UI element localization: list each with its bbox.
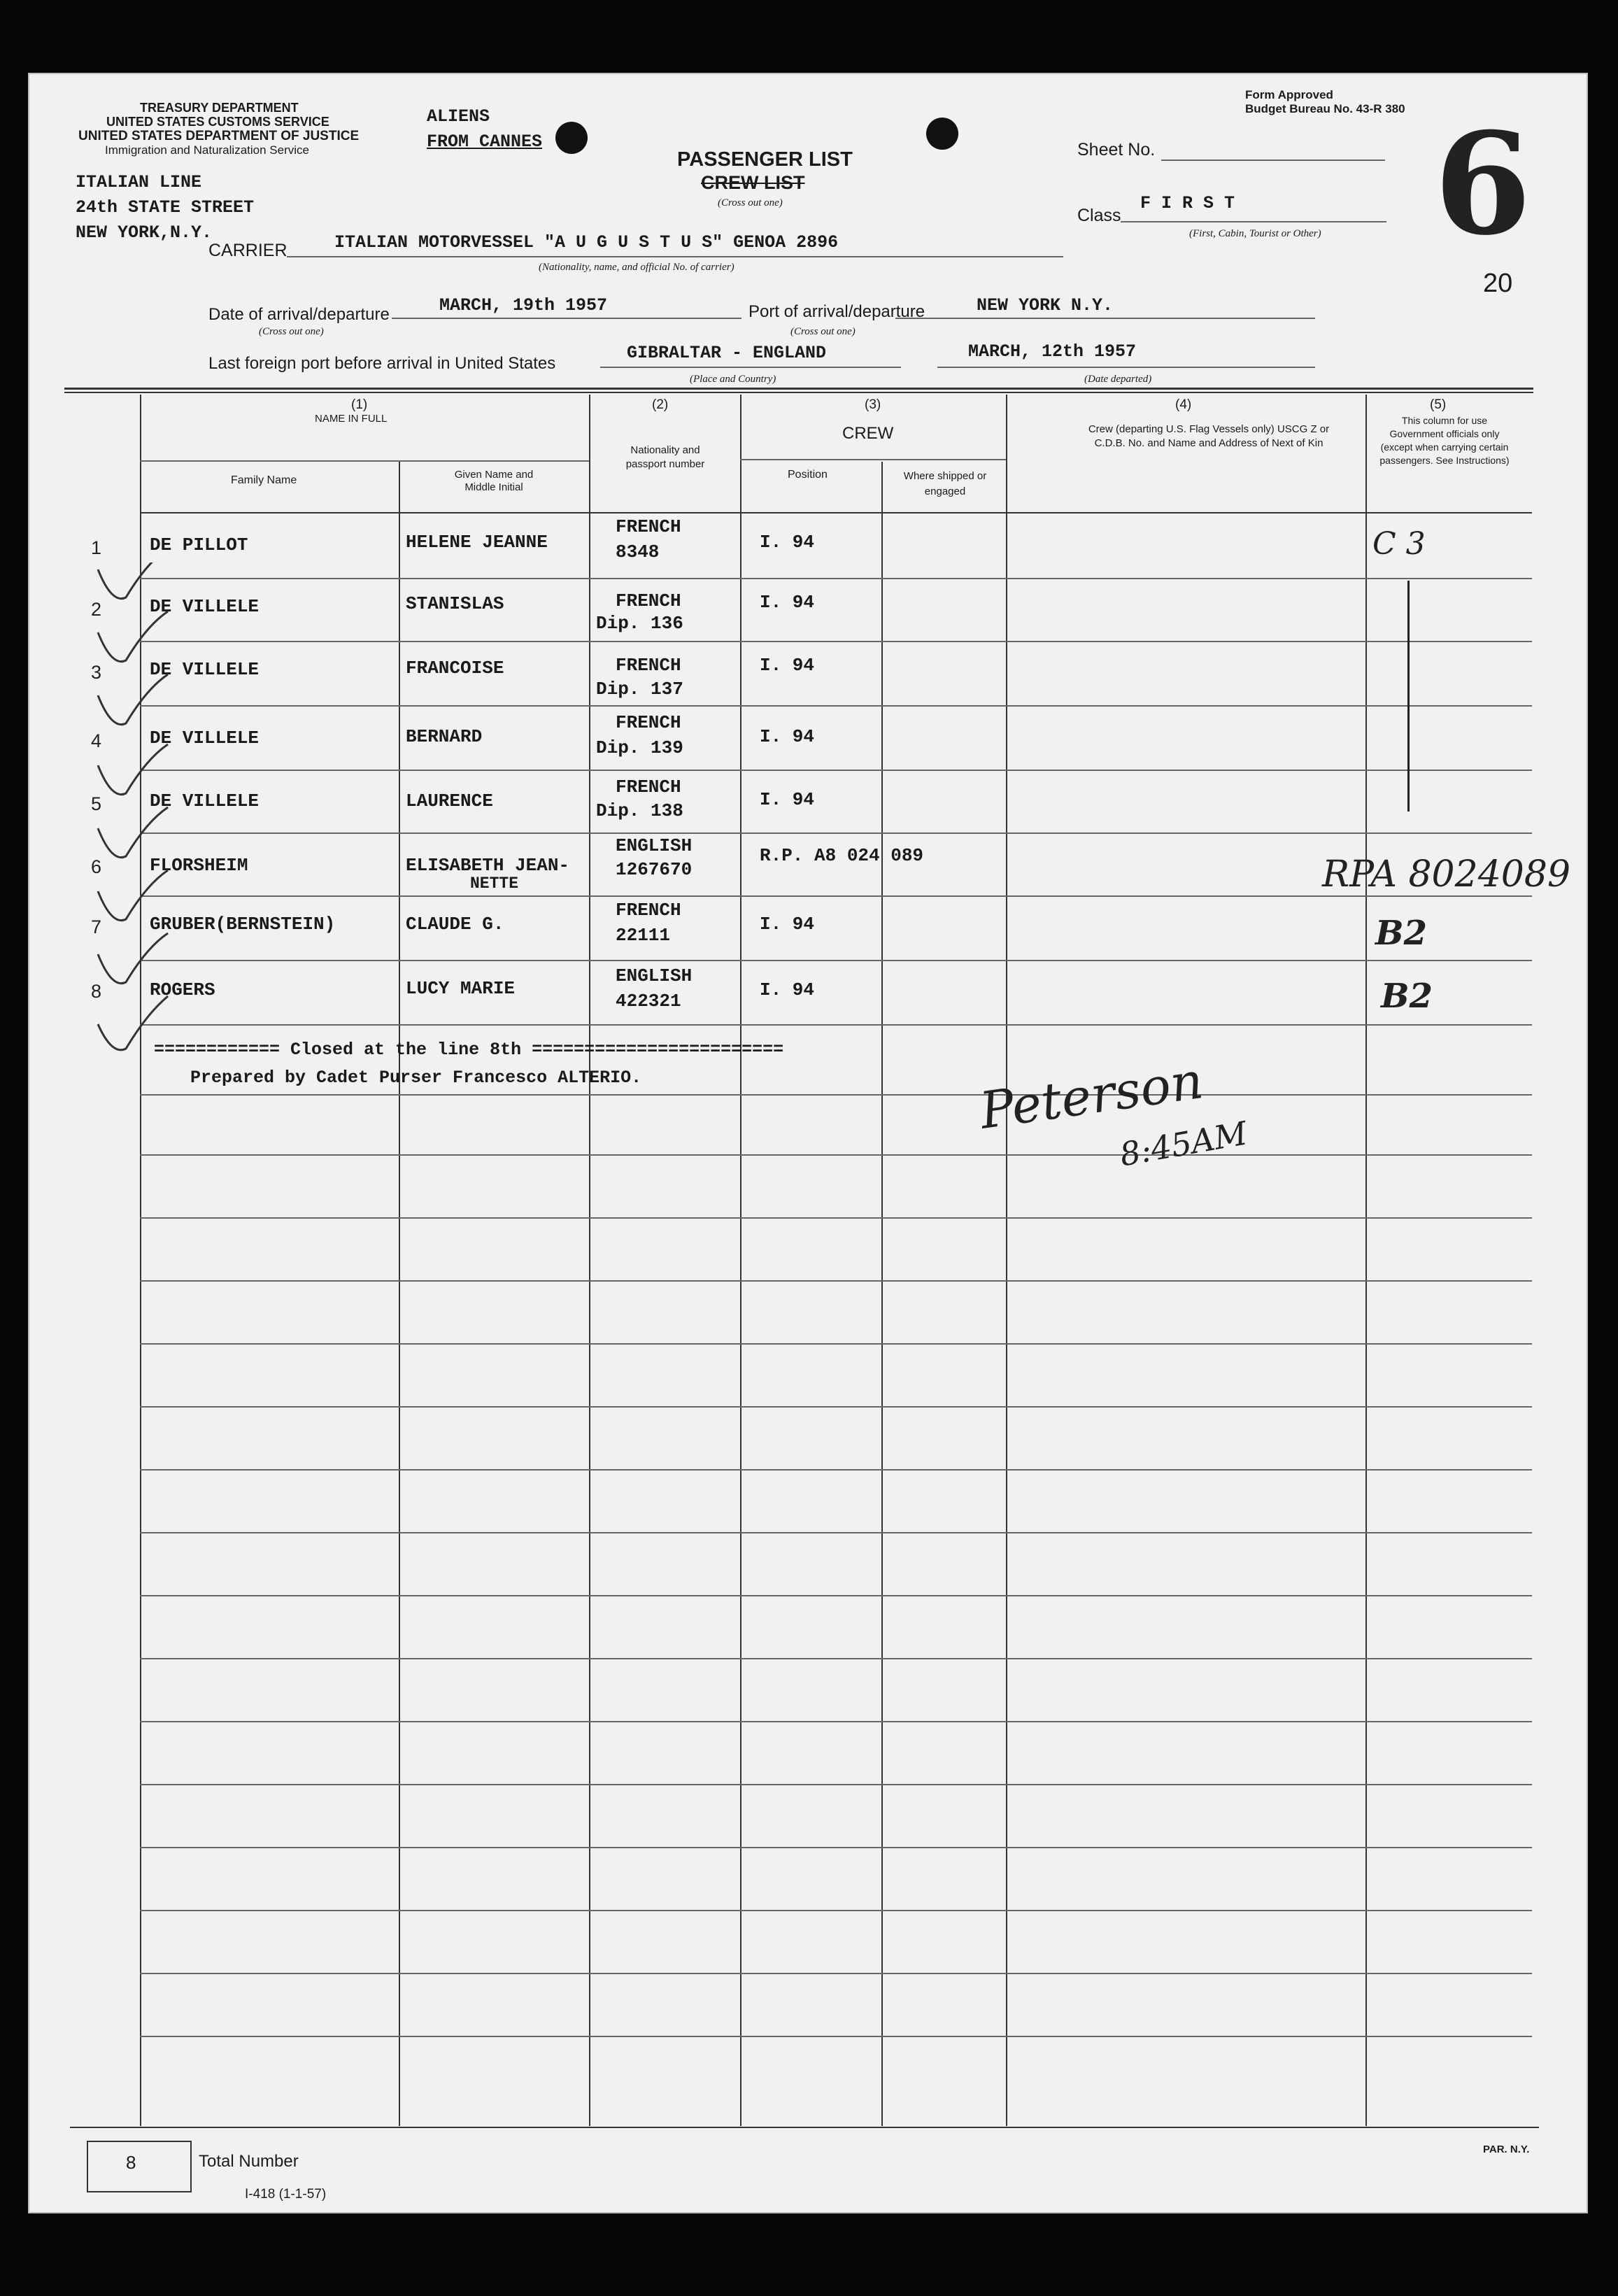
sheet-number-typed: 20 — [1483, 269, 1513, 298]
passenger-list-form — [28, 73, 1588, 2213]
sheet-label: Sheet No. — [1077, 140, 1156, 160]
line-name: ITALIAN LINE — [76, 172, 202, 192]
budget-bureau-label: Budget Bureau No. 43-R 380 — [1245, 102, 1405, 115]
list-title: PASSENGER LIST — [677, 148, 853, 171]
passport: Dip. 139 — [596, 737, 683, 758]
date-hint: (Cross out one) — [259, 326, 324, 337]
agency-line-2: UNITED STATES CUSTOMS SERVICE — [106, 115, 329, 129]
list-title-struck: CREW LIST — [701, 172, 805, 193]
check-marks — [91, 562, 217, 1052]
col3-num: (3) — [865, 397, 881, 412]
nationality: FRENCH — [616, 777, 681, 798]
nationality: ENGLISH — [616, 965, 693, 986]
row-number: 6 — [91, 856, 102, 877]
line-street: 24th STATE STREET — [76, 197, 255, 218]
position: R.P. A8 024 089 — [760, 845, 924, 866]
gov-note: B2 — [1375, 914, 1427, 953]
form-number: I-418 (1-1-57) — [245, 2187, 327, 2202]
last-port-hint: (Place and Country) — [690, 374, 776, 385]
given-name: LUCY MARIE — [406, 978, 516, 999]
family-name: DE VILLELE — [150, 791, 260, 812]
row-number: 3 — [91, 662, 102, 683]
sheet-number-handwritten: 6 — [1434, 102, 1532, 267]
nationality: FRENCH — [616, 712, 681, 733]
last-port-label: Last foreign port before arrival in United States — [208, 354, 556, 373]
family-name: GRUBER(BERNSTEIN) — [150, 914, 336, 935]
total-value: 8 — [126, 2152, 136, 2173]
family-name: FLORSHEIM — [150, 855, 248, 876]
col2-num: (2) — [652, 397, 669, 412]
gov-note: B2 — [1381, 977, 1433, 1016]
given-name: CLAUDE G. — [406, 914, 504, 935]
date-departed-value: MARCH, 12th 1957 — [968, 341, 1137, 362]
class-hint: (First, Cabin, Tourist or Other) — [1189, 228, 1321, 239]
port-label: Port of arrival/departure — [748, 302, 925, 321]
line-city: NEW YORK,N.Y. — [76, 222, 213, 243]
passport: 422321 — [616, 991, 681, 1012]
prepared-line: Prepared by Cadet Purser Francesco ALTERIO. — [190, 1068, 642, 1088]
position: I. 94 — [760, 726, 815, 747]
closing-line: ============ Closed at the line 8th ======================== — [154, 1040, 784, 1060]
position: I. 94 — [760, 789, 815, 810]
carrier-value: ITALIAN MOTORVESSEL "A U G U S T U S" GENOA 2896 — [334, 232, 839, 253]
position: I. 94 — [760, 914, 815, 935]
row-number: 4 — [91, 730, 102, 751]
passport: 1267670 — [616, 859, 693, 880]
family-name: DE VILLELE — [150, 728, 260, 749]
aliens-label: ALIENS — [427, 106, 490, 127]
col4-title: Crew (departing U.S. Flag Vessels only) USCG Z or C.D.B. No. and Name and Address of Next of Kin — [1088, 423, 1330, 449]
family-name: DE VILLELE — [150, 596, 260, 617]
agency-line-3: UNITED STATES DEPARTMENT OF JUSTICE — [78, 129, 360, 143]
given-name: LAURENCE — [406, 791, 493, 812]
col1-num: (1) — [351, 397, 368, 412]
position: I. 94 — [760, 532, 815, 553]
row-number: 8 — [91, 981, 102, 1002]
col1-family: Family Name — [231, 474, 297, 486]
printer-mark: PAR. N.Y. — [1483, 2143, 1530, 2155]
family-name: DE PILLOT — [150, 534, 248, 555]
col5-title: This column for use Government officials only (except when carrying certain passengers. See Instructions) — [1379, 415, 1510, 466]
given-name: FRANCOISE — [406, 658, 504, 679]
col1-title: NAME IN FULL — [315, 413, 388, 425]
row-number: 7 — [91, 916, 102, 937]
nationality: FRENCH — [616, 516, 681, 537]
form-approved-label: Form Approved — [1245, 88, 1333, 101]
nationality: FRENCH — [616, 655, 681, 676]
punch-hole-right — [926, 118, 958, 150]
date-label: Date of arrival/departure — [208, 305, 390, 324]
agency-line-4: Immigration and Naturalization Service — [105, 143, 309, 157]
nationality: FRENCH — [616, 900, 681, 921]
carrier-label: CARRIER — [208, 241, 288, 260]
passport: Dip. 137 — [596, 679, 683, 700]
date-value: MARCH, 19th 1957 — [439, 295, 608, 316]
total-box — [87, 2141, 192, 2192]
position: I. 94 — [760, 979, 815, 1000]
date-departed-hint: (Date departed) — [1084, 374, 1152, 385]
col3-position: Position — [788, 469, 828, 481]
port-value: NEW YORK N.Y. — [977, 295, 1114, 316]
col3-shipped: Where shipped or engaged — [903, 470, 987, 497]
class-value: F I R S T — [1140, 193, 1235, 213]
family-name: DE VILLELE — [150, 659, 260, 680]
total-label: Total Number — [199, 2152, 299, 2171]
agency-line-1: TREASURY DEPARTMENT — [140, 101, 299, 115]
family-name: ROGERS — [150, 979, 215, 1000]
carrier-hint: (Nationality, name, and official No. of carrier) — [539, 262, 735, 273]
nationality: ENGLISH — [616, 835, 693, 856]
col4-num: (4) — [1175, 397, 1192, 412]
passport: Dip. 138 — [596, 800, 683, 821]
passport: Dip. 136 — [596, 613, 683, 634]
last-port-value: GIBRALTAR - ENGLAND — [627, 343, 827, 363]
class-label: Class — [1077, 206, 1121, 225]
punch-hole-left — [555, 122, 588, 154]
given-name: BERNARD — [406, 726, 483, 747]
given-name: ELISABETH JEAN- — [406, 855, 570, 876]
gov-note: RPA 8024089 — [1322, 853, 1571, 895]
gov-note: C 3 — [1372, 526, 1426, 562]
given-name: STANISLAS — [406, 593, 504, 614]
col1-given: Given Name and Middle Initial — [454, 469, 534, 493]
cross-out-hint: (Cross out one) — [718, 197, 783, 208]
position: I. 94 — [760, 592, 815, 613]
row-number: 5 — [91, 793, 102, 814]
inspector-signature: Peterson — [976, 1051, 1207, 1140]
col5-num: (5) — [1430, 397, 1447, 412]
passport: 22111 — [616, 925, 671, 946]
col2-title: Nationality and passport number — [625, 444, 705, 470]
row-number: 2 — [91, 599, 102, 620]
port-hint: (Cross out one) — [790, 326, 856, 337]
nationality: FRENCH — [616, 590, 681, 611]
given-name-cont: NETTE — [470, 874, 519, 893]
bracket-line — [1407, 581, 1410, 812]
signature-time: 8:45AM — [1116, 1114, 1250, 1174]
row-number: 1 — [91, 537, 102, 558]
col3-title: CREW — [842, 424, 894, 443]
given-name: HELENE JEANNE — [406, 532, 548, 553]
position: I. 94 — [760, 655, 815, 676]
passport: 8348 — [616, 541, 660, 562]
from-cannes-label: FROM CANNES — [427, 132, 543, 152]
